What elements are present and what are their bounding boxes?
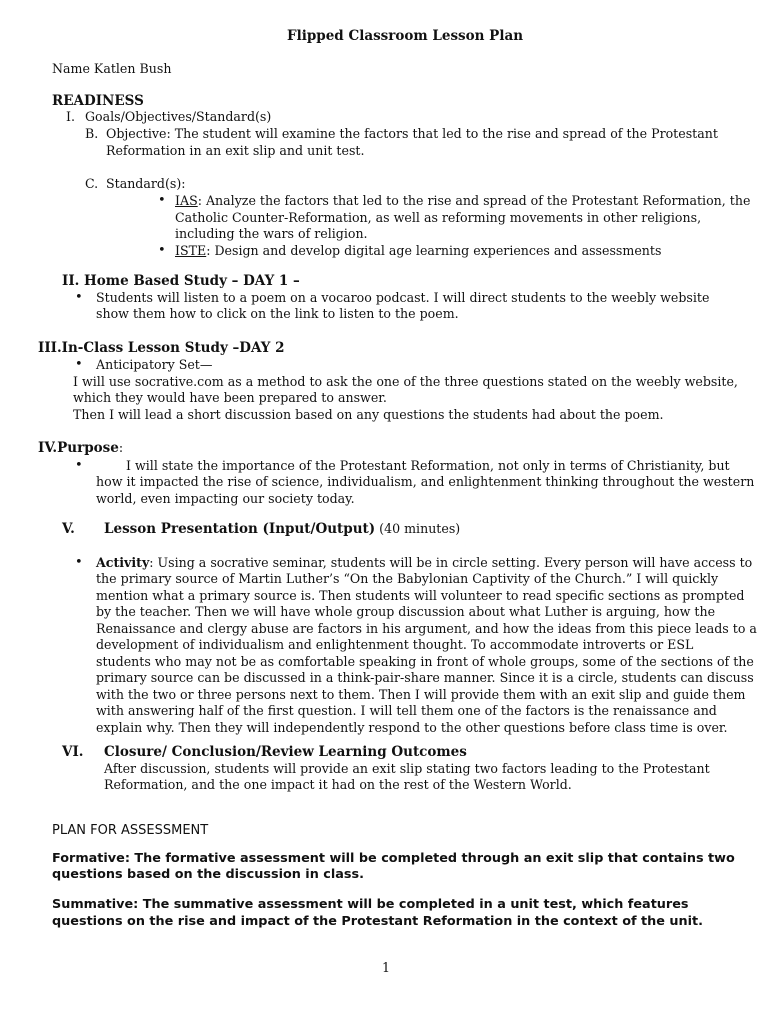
purpose-line-2: how it impacted the rise of science, individualism, and enlightenment thinking throughout the western (96, 474, 755, 489)
home-study-heading: II. Home Based Study – DAY 1 – (62, 273, 300, 289)
activity-line-1 (96, 555, 752, 572)
in-class-line-3: Then I will lead a short discussion based on any questions the students had about the poem. (73, 407, 664, 422)
formative-line-1: Formative: The formative assessment will be completed through an exit slip that contains two (52, 851, 735, 866)
activity-line-6: development of individualism and enlightenment thought. To accommodate introverts or ESL (96, 637, 694, 652)
anticipatory-set-label: Anticipatory Set— (96, 357, 213, 372)
goals-label: Goals/Objectives/Standard(s) (85, 109, 272, 124)
presentation-time: (40 minutes) (375, 521, 461, 536)
in-class-heading: III.In-Class Lesson Study –DAY 2 (38, 340, 285, 356)
activity-line-11: explain why. Then they will independently respond to the other questions before class time is over. (96, 720, 728, 735)
assessment-heading: PLAN FOR ASSESSMENT (52, 823, 209, 838)
iste-text: : Design and develop digital age learning experiences and assessments (206, 243, 662, 258)
home-study-line-2: show them how to click on the link to listen to the poem. (96, 306, 459, 321)
closure-number: VI. (62, 744, 84, 760)
objective-line-1: Objective: The student will examine the factors that led to the rise and spread of the Protestant (106, 126, 718, 141)
standards-number: C. (85, 176, 99, 191)
readiness-heading: READINESS (52, 93, 144, 109)
formative-line-2: questions based on the discussion in class. (52, 867, 364, 882)
activity-line-2: the primary source of Martin Luther’s “On the Babylonian Captivity of the Church.” I will quickly (96, 571, 719, 586)
page-number: 1 (382, 960, 391, 975)
goals-number: I. (66, 109, 75, 124)
iste-tag: ISTE (175, 243, 207, 258)
ias-standard-line-1 (175, 193, 750, 210)
objective-line-2: Reformation in an exit slip and unit test. (106, 143, 365, 158)
closure-heading: Closure/ Conclusion/Review Learning Outcomes (104, 744, 467, 760)
activity-label: Activity (96, 555, 150, 570)
presentation-heading (104, 521, 460, 538)
bullet-icon: • (75, 290, 83, 305)
ias-text: : Analyze the factors that led to the rise and spread of the Protestant Reformation, the (197, 193, 751, 208)
purpose-heading (38, 440, 123, 457)
ias-standard-line-3: including the wars of religion. (175, 226, 368, 241)
bullet-icon: • (75, 555, 83, 570)
activity-line-9: with the two or three persons next to them. Then I will provide them with an exit slip and guide them (96, 687, 746, 702)
ias-standard-line-2: Catholic Counter-Reformation, as well as reforming movements in other religions, (175, 210, 702, 225)
standards-label: Standard(s): (106, 176, 186, 191)
purpose-line-1: I will state the importance of the Protestant Reformation, not only in terms of Christianity, but (126, 458, 730, 473)
presentation-heading-text: Lesson Presentation (Input/Output (104, 521, 369, 537)
activity-line-7: students who may not be as comfortable speaking in front of whole groups, some of the sections of the (96, 654, 754, 669)
summative-line-2: questions on the rise and impact of the Protestant Reformation in the context of the unit. (52, 914, 703, 929)
bullet-icon: • (75, 458, 83, 473)
page-title: Flipped Classroom Lesson Plan (287, 28, 524, 44)
activity-line-3: mention what a primary source is. Then students will volunteer to read specific sections as prompted (96, 588, 745, 603)
ias-tag: IAS (175, 193, 198, 208)
activity-line-4: by the teacher. Then we will have whole group discussion about what Luther is arguing, how the (96, 604, 716, 619)
bullet-icon: • (75, 357, 83, 372)
purpose-line-3: world, even impacting our society today. (96, 491, 355, 506)
purpose-heading-text: IV.Purpose (38, 440, 119, 456)
purpose-colon: : (118, 440, 124, 455)
activity-line-10: with answering half of the first question. I will tell them one of the factors is the renaissance and (96, 703, 717, 718)
summative-line-1: Summative: The summative assessment will be completed in a unit test, which features (52, 897, 689, 912)
activity-text-1: : Using a socrative seminar, students will be in circle setting. Every person will have access to (149, 555, 753, 570)
home-study-line-1: Students will listen to a poem on a vocaroo podcast. I will direct students to the weebly website (96, 290, 710, 305)
activity-line-5: Renaissance and clergy abuse are factors in his argument, and how the ideas from this piece leads to a (96, 621, 757, 636)
in-class-line-1: I will use socrative.com as a method to ask the one of the three questions stated on the weebly website, (73, 374, 738, 389)
iste-standard (175, 243, 661, 260)
in-class-line-2: which they would have been prepared to answer. (73, 390, 387, 405)
presentation-number: V. (62, 521, 75, 537)
bullet-icon: • (158, 193, 166, 208)
objective-number: B. (85, 126, 99, 141)
activity-line-8: primary source can be discussed in a think-pair-share manner. Since it is a circle, students can discuss (96, 670, 754, 685)
author-name: Name Katlen Bush (52, 61, 172, 76)
bullet-icon: • (158, 243, 166, 258)
closure-line-2: Reformation, and the one impact it had on the rest of the Western World. (104, 777, 572, 792)
closure-line-1: After discussion, students will provide an exit slip stating two factors leading to the Protestant (104, 761, 710, 776)
presentation-heading-paren: ) (368, 521, 376, 537)
